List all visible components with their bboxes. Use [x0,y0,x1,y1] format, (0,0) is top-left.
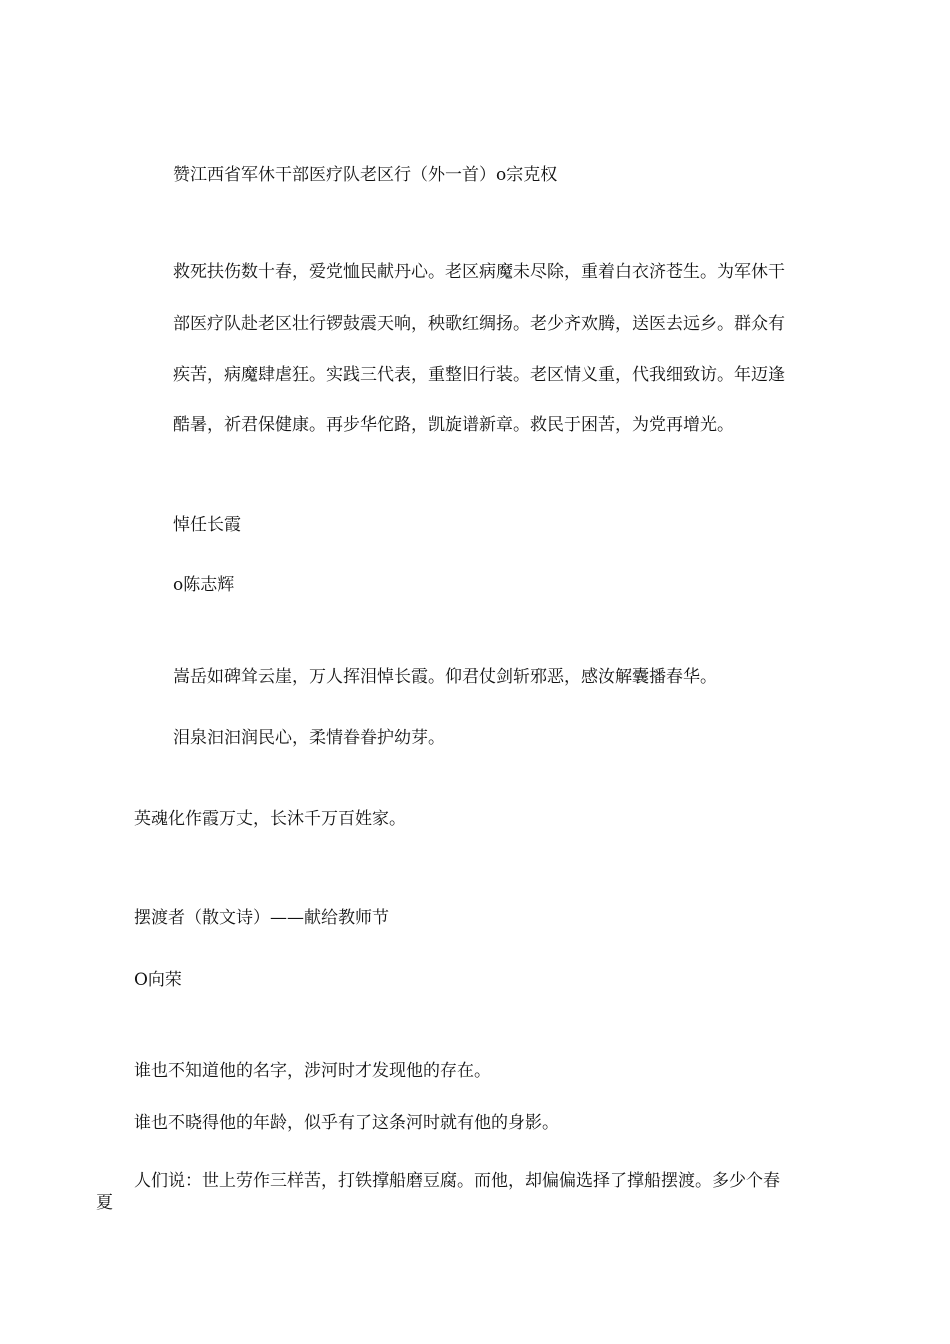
poem1-line-2: 部医疗队赴老区壮行锣鼓震天响，秧歌红绸扬。老少齐欢腾，送医去远乡。群众有 [173,314,785,334]
poem3-title: 摆渡者（散文诗）——献给教师节 [134,908,389,928]
poem2-line-2: 泪泉汩汩润民心，柔情眷眷护幼芽。 [173,728,445,748]
poem1-line-3: 疾苦，病魔肆虐狂。实践三代表，重整旧行装。老区情义重，代我细致访。年迈逢 [173,365,785,385]
poem3-line-4: 夏 [96,1193,113,1213]
poem3-line-2: 谁也不晓得他的年龄，似乎有了这条河时就有他的身影。 [134,1113,559,1133]
poem2-line-1: 嵩岳如碑耸云崖，万人挥泪悼长霞。仰君仗剑斩邪恶，感汝解囊播春华。 [173,667,717,687]
poem3-line-1: 谁也不知道他的名字，涉河时才发现他的存在。 [134,1061,491,1081]
poem3-line-3: 人们说：世上劳作三样苦，打铁撑船磨豆腐。而他，却偏偏选择了撑船摆渡。多少个春 [134,1171,780,1191]
poem2-title: 悼任长霞 [173,515,241,535]
poem3-author: O向荣 [134,970,182,990]
poem2-line-3: 英魂化作霞万丈，长沐千万百姓家。 [134,809,406,829]
poem1-line-1: 救死扶伤数十春，爱党恤民献丹心。老区病魔未尽除，重着白衣济苍生。为军休干 [173,262,785,282]
poem2-author: o陈志辉 [173,575,235,595]
poem1-line-4: 酷暑，祈君保健康。再步华佗路，凯旋谱新章。救民于困苦，为党再增光。 [173,415,734,435]
poem1-title: 赞江西省军休干部医疗队老区行（外一首）o宗克权 [173,165,558,185]
